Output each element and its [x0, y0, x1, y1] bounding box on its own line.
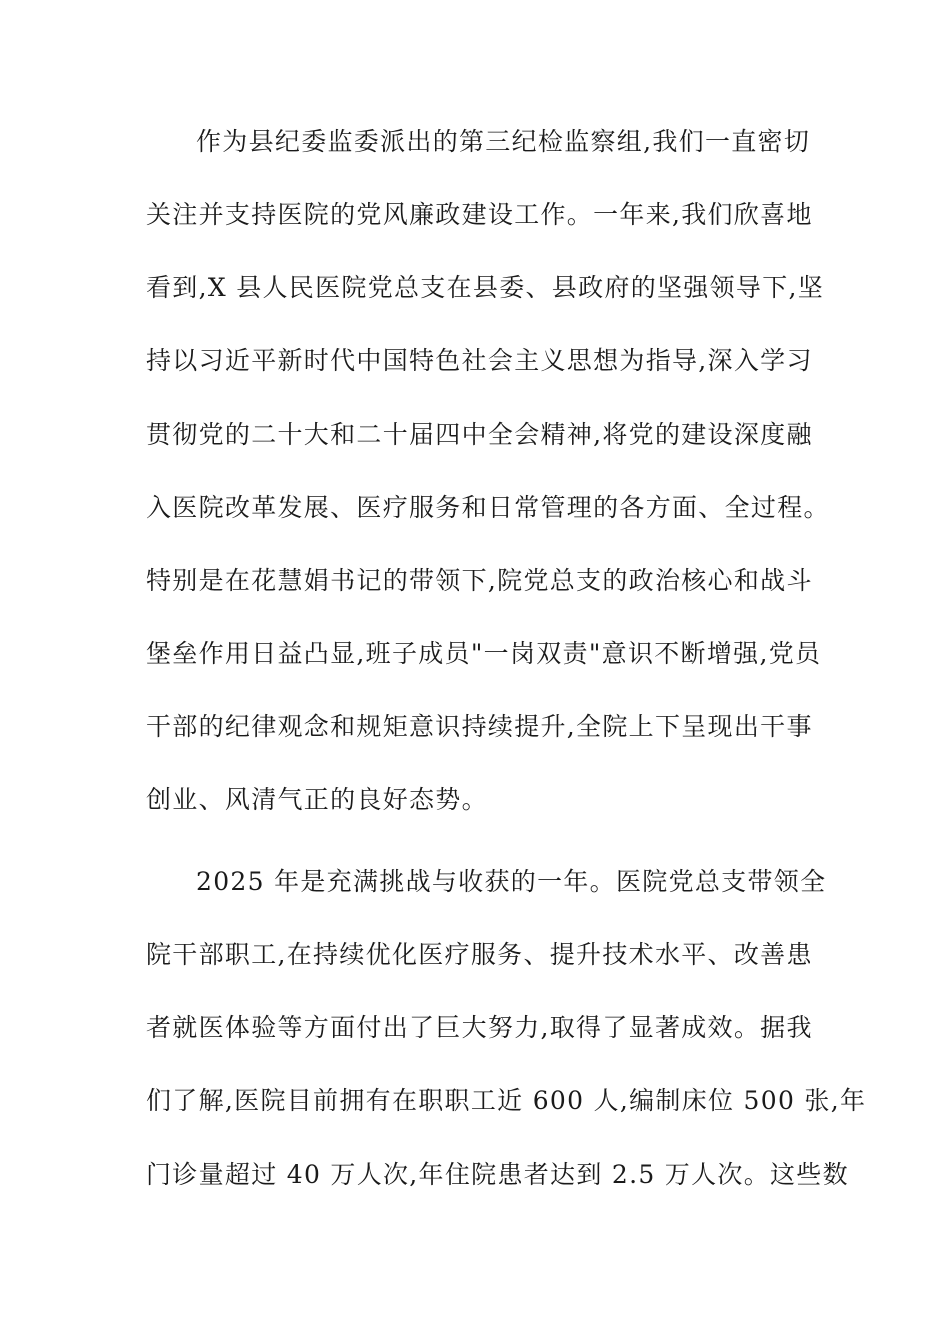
paragraph-1-line-9: 干部的纪律观念和规矩意识持续提升,全院上下呈现出干事 — [146, 712, 813, 741]
paragraph-2-line-1: 2025 年是充满挑战与收获的一年。医院党总支带领全 — [196, 867, 827, 896]
paragraph-2-line-5: 门诊量超过 40 万人次,年住院患者达到 2.5 万人次。这些数 — [146, 1160, 849, 1189]
paragraph-1-line-4: 持以习近平新时代中国特色社会主义思想为指导,深入学习 — [146, 346, 813, 375]
paragraph-1-line-1: 作为县纪委监委派出的第三纪检监察组,我们一直密切 — [196, 127, 811, 156]
paragraph-1-line-3: 看到,X 县人民医院党总支在县委、县政府的坚强领导下,坚 — [146, 273, 825, 302]
paragraph-2-line-2: 院干部职工,在持续优化医疗服务、提升技术水平、改善患 — [146, 940, 813, 969]
paragraph-1-line-6: 入医院改革发展、医疗服务和日常管理的各方面、全过程。 — [146, 493, 830, 522]
paragraph-1-line-7: 特别是在花慧娟书记的带领下,院党总支的政治核心和战斗 — [146, 566, 813, 595]
paragraph-2-line-4: 们了解,医院目前拥有在职职工近 600 人,编制床位 500 张,年 — [146, 1086, 867, 1115]
paragraph-1-line-10: 创业、风清气正的良好态势。 — [146, 785, 488, 814]
paragraph-1-line-5: 贯彻党的二十大和二十届四中全会精神,将党的建设深度融 — [146, 420, 813, 449]
paragraph-1-line-2: 关注并支持医院的党风廉政建设工作。一年来,我们欣喜地 — [146, 200, 813, 229]
paragraph-1-line-8: 堡垒作用日益凸显,班子成员"一岗双责"意识不断增强,党员 — [146, 639, 822, 668]
paragraph-2-line-3: 者就医体验等方面付出了巨大努力,取得了显著成效。据我 — [146, 1013, 813, 1042]
